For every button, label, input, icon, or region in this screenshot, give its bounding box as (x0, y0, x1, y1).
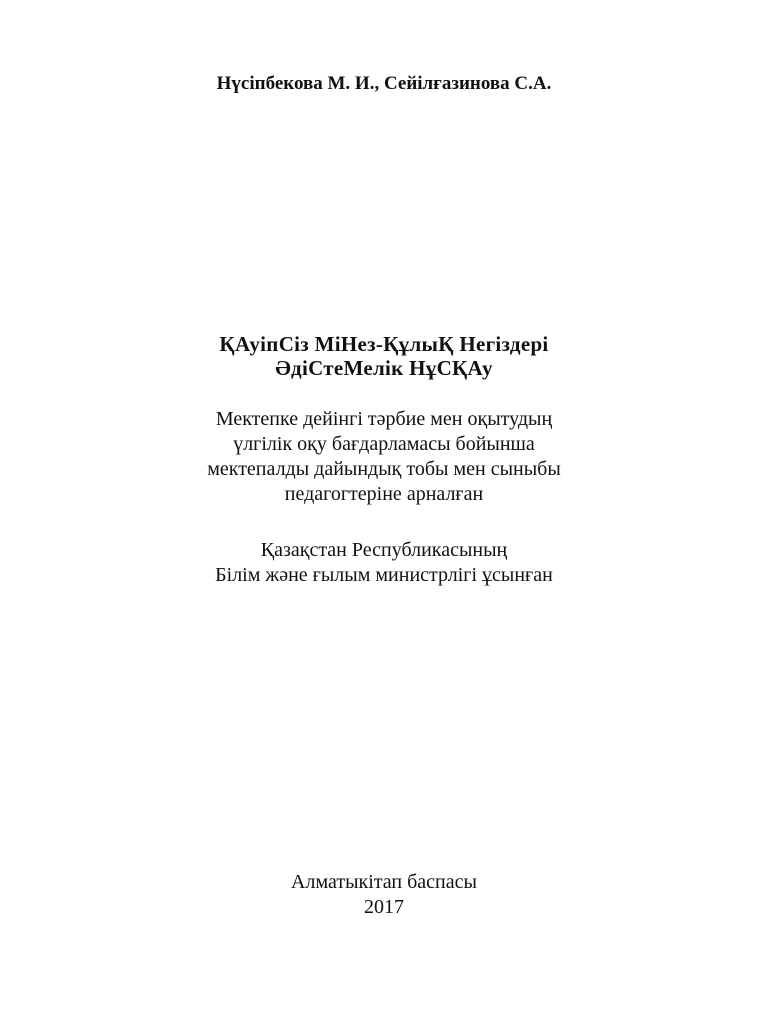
authors: Нүсіпбекова М. И., Сейілғазинова С.А. (216, 73, 552, 94)
subtitle-line-2: үлгілік оқу бағдарламасы бойынша (233, 433, 535, 455)
subtitle-line-1: Мектепке дейінгі тәрбие мен оқытудың (215, 408, 553, 430)
ministry-line-1: Қазақстан Республикасының (260, 539, 508, 561)
publisher-imprint (0, 870, 768, 920)
book-subtitle (0, 407, 768, 507)
book-title-line-1: ҚАуіпСіз МіНез-ҚұлыҚ Негіздері (219, 332, 549, 356)
ministry-line-2: Білім және ғылым министрлігі ұсынған (215, 564, 553, 586)
ministry-recommendation (0, 538, 768, 588)
book-title-line-2: ӘдіСтеМелік НұСҚАу (275, 356, 493, 380)
book-title (0, 332, 768, 380)
publication-year: 2017 (364, 896, 404, 918)
subtitle-line-4: педагогтеріне арналған (284, 483, 484, 505)
publisher-name: Алматыкітап баспасы (291, 871, 477, 893)
subtitle-line-3: мектепалды дайындық тобы мен сыныбы (207, 458, 561, 480)
